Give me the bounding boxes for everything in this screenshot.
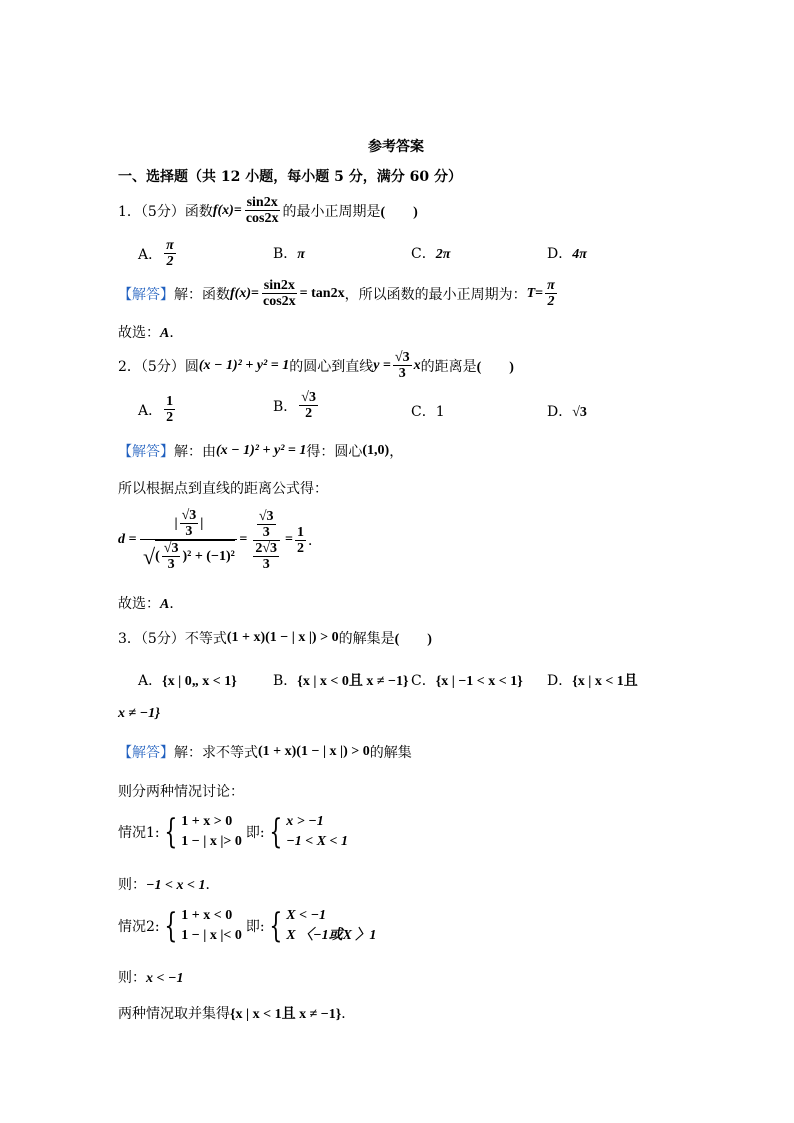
a2-choose: [118, 593, 183, 613]
a1-choose: [118, 322, 183, 342]
a2-big-num: [140, 508, 237, 540]
a3-final-end: ．: [341, 1006, 356, 1022]
question-3: [118, 628, 432, 648]
a2-res-den: 2: [297, 540, 305, 556]
a3-ji: 即:: [245, 825, 265, 841]
a2-period2: ．: [169, 596, 184, 612]
sqrt-icon: √: [143, 543, 156, 569]
q2-opt-d-val: √3: [572, 405, 587, 420]
q3-opt-d-label: D．: [547, 673, 573, 689]
left-brace-icon: {: [163, 812, 177, 852]
a3-then2: [118, 967, 183, 987]
q2-option-c: C．1: [411, 404, 445, 420]
a2-mid-den: [249, 541, 283, 572]
q2-circle: (x − 1)² + y² = 1: [198, 357, 290, 373]
a3-then1-label: 则：: [118, 877, 146, 893]
q2-suffix: 的距离是: [420, 358, 477, 375]
a3-case1-system: [181, 812, 242, 852]
a2-result-frac: [295, 525, 306, 556]
q1-opt-b-label: B．: [273, 246, 298, 262]
q2-opt-a-label: A．: [138, 402, 163, 419]
a2-inner-num: √3: [181, 508, 197, 523]
left-brace-icon: {: [268, 812, 282, 852]
a3-text1: 解：求不等式: [174, 745, 258, 761]
q1-opt-d-label: D．: [547, 246, 573, 262]
a2-inner-frac: [180, 508, 199, 539]
a2-eq2: =: [285, 532, 294, 547]
q1-eq: =: [233, 202, 242, 218]
q3-opt-b-label: B．: [273, 673, 298, 689]
a2-line2: 所以根据点到直线的距离公式得：: [118, 481, 328, 497]
a2-sqrt-body: [155, 540, 235, 572]
a2-mid-num-top: √3: [258, 508, 274, 524]
q2-option-b: [273, 390, 320, 421]
a3-case2-result: [286, 906, 376, 946]
a2-choose-label: 故选：: [118, 596, 160, 612]
answer-tag: 【解答】: [118, 444, 174, 460]
q1-opt-a-den: 2: [166, 254, 174, 269]
q1-opt-b-val: π: [297, 247, 305, 262]
q2-mid: 的圆心到直线: [289, 358, 374, 375]
question-1: [118, 195, 418, 226]
q2-opt-a-num: 1: [166, 394, 174, 409]
a2-inner-den: 3: [185, 524, 193, 539]
q1-option-d: [547, 243, 587, 263]
a2-big-den: [141, 540, 237, 572]
q3-opt-b-val: {x | x < 0且 x ≠ −1}: [297, 674, 409, 689]
a3-then1-end: ．: [205, 877, 220, 893]
q2-opt-b-label: B．: [273, 398, 298, 415]
a3-text2: 的解集: [369, 745, 412, 761]
a2-abs-right: |: [200, 516, 204, 531]
a1-num: sin2x: [263, 278, 295, 293]
q2-line-den: 3: [398, 366, 406, 381]
a1-eq2: = tan2x: [299, 285, 345, 301]
a3-case1-l1: 1 + x > 0: [181, 814, 233, 829]
a2-big-fraction: [140, 508, 237, 572]
a2-den-open: (: [155, 549, 160, 564]
q1-den: cos2x: [245, 211, 279, 226]
q2-option-a: [138, 394, 177, 425]
a1-period: ．: [169, 325, 184, 341]
q2-opt-d-label: D．: [547, 404, 573, 420]
a2-mid-den-bot: 3: [262, 556, 270, 572]
q1-opt-d-val: 4π: [572, 247, 587, 262]
a2-abs-left: |: [174, 516, 178, 531]
a3-case1-l2: 1 − | x |> 0: [181, 834, 242, 849]
a1-text1: 解：函数: [174, 286, 230, 303]
a3-line2: 则分两种情况讨论：: [118, 784, 244, 800]
a2-den-rest: )² + (−1)²: [182, 549, 235, 564]
q3-option-b: [273, 670, 409, 690]
a1-fx: f(x): [230, 285, 251, 301]
q3-option-c: [411, 670, 523, 690]
a2-answer: A: [160, 597, 170, 612]
a2-res-num: 1: [297, 524, 305, 540]
q2-opt-b-frac: [299, 390, 318, 421]
q3-option-d: [547, 670, 638, 690]
a2-eq: =: [239, 532, 248, 547]
a3-case2-r2: X 〈−1或X 〉1: [286, 928, 377, 943]
q2-line-y: y =: [373, 357, 391, 373]
a3-then2-val: x < −1: [146, 971, 184, 986]
a3-case1: [118, 812, 348, 852]
a2-den-frac: [162, 541, 181, 572]
q2-option-d: [547, 401, 587, 421]
a3-final: [118, 1003, 355, 1023]
page-title: 参考答案: [368, 139, 424, 155]
a2-distance-formula: [118, 508, 322, 572]
a3-ineq: (1 + x)(1 − | x |) > 0: [258, 744, 370, 759]
a2-center: (1,0): [362, 443, 390, 458]
a2-text2: 得：圆心: [306, 444, 363, 460]
a2-d: d =: [118, 532, 137, 547]
a1-choose-label: 故选：: [118, 325, 160, 341]
q1-option-b: [273, 243, 305, 263]
a2-mid-num-bot: 3: [262, 524, 270, 540]
answer-1: [118, 278, 559, 309]
a1-period-frac: [545, 278, 557, 309]
section-heading: 一、选择题（共 12 小题，每小题 5 分，满分 60 分）: [118, 169, 462, 185]
q3-option-a: [138, 670, 237, 690]
a3-case2-label: 情况2:: [118, 919, 160, 935]
q1-opt-a-label: A．: [138, 246, 163, 263]
a3-case2: [118, 906, 376, 946]
q3-opt-c-val: {x | −1 < x < 1}: [435, 674, 523, 689]
question-2: [118, 350, 514, 381]
a2-mid-den-frac: [253, 541, 279, 572]
q2-opt-a-frac: [164, 394, 175, 425]
a2-mid-num: [253, 509, 280, 541]
a2-circle: (x − 1)² + y² = 1: [216, 443, 307, 458]
q1-fraction: [244, 195, 281, 226]
a3-case1-r2: −1 < X < 1: [286, 834, 349, 849]
a3-case2-l2: 1 − | x |< 0: [181, 928, 242, 943]
q3-prefix: 3．（5分）不等式: [118, 631, 227, 647]
q2-prefix: 2．（5分）圆: [118, 358, 199, 375]
q3-opt-d-val: {x | x < 1且: [572, 674, 638, 689]
a1-tden: 2: [547, 294, 555, 309]
a3-case1-label: 情况1:: [118, 825, 160, 841]
answer-2: [118, 441, 403, 461]
a1-tnum: π: [547, 278, 555, 293]
q3-ineq: (1 + x)(1 − | x |) > 0: [226, 630, 339, 645]
q2-line-frac: [393, 350, 412, 381]
q2-line-num: √3: [394, 350, 410, 365]
a1-T: T: [526, 285, 536, 301]
a2-den-frac-num: √3: [163, 541, 179, 556]
q1-option-c: [411, 243, 450, 263]
q2-line-x: x: [413, 357, 421, 373]
a1-den: cos2x: [262, 294, 296, 309]
q3-suffix: 的解集是: [338, 631, 395, 647]
a3-then2-label: 则：: [118, 970, 146, 986]
a3-case2-r1: X < −1: [286, 908, 327, 923]
a3-case1-result: [286, 812, 348, 852]
q2-opt-a-den: 2: [166, 410, 174, 425]
q1-opt-c-val: 2π: [435, 247, 451, 262]
a2-mid-fraction: [249, 509, 283, 572]
a1-answer: A: [160, 326, 170, 341]
q2-opt-b-num: √3: [301, 390, 316, 405]
q1-prefix: 1．（5分）函数: [118, 203, 213, 220]
q3-opt-a-label: A．: [138, 673, 163, 689]
a2-den-frac-den: 3: [167, 557, 175, 572]
a2-mid-num-frac: [257, 509, 276, 540]
a3-case1-r1: x > −1: [286, 814, 324, 829]
a1-fraction: [261, 278, 298, 309]
a3-then1-val: −1 < x < 1: [146, 878, 206, 893]
a3-ji2: 即:: [245, 919, 265, 935]
q3-opt-c-label: C．: [411, 673, 436, 689]
q3-opt-a-val: {x | 0„ x < 1}: [162, 674, 237, 689]
a3-case2-system: [181, 906, 242, 946]
a2-text1: 解：由: [174, 444, 216, 460]
a2-period: ．: [308, 533, 323, 549]
q1-opt-c-label: C．: [411, 246, 436, 262]
answer-tag: 【解答】: [118, 745, 174, 761]
q1-suffix: 的最小正周期是: [282, 203, 381, 220]
q3-paren: ( ): [394, 632, 432, 647]
q1-num: sin2x: [246, 195, 278, 210]
q1-opt-a-frac: [164, 238, 176, 269]
answer-3: [118, 742, 412, 762]
q1-opt-a-num: π: [166, 238, 174, 253]
a3-final-label: 两种情况取并集得: [118, 1006, 230, 1022]
a3-then1: [118, 874, 219, 894]
q2-paren: ( ): [476, 359, 514, 375]
q1-fx: f(x): [212, 202, 234, 218]
a1-text2: ，所以函数的最小正周期为：: [344, 286, 527, 303]
answer-tag: 【解答】: [118, 286, 174, 303]
q3-option-d-cont: x ≠ −1}: [118, 706, 161, 721]
a2-mid-den-top: 2√3: [255, 540, 278, 556]
a3-case2-l1: 1 + x < 0: [181, 908, 233, 923]
a1-eq1: =: [251, 285, 259, 301]
left-brace-icon: {: [163, 906, 177, 946]
a1-eq3: =: [535, 285, 544, 301]
a2-comma: ，: [389, 444, 404, 460]
q1-paren: ( ): [380, 204, 418, 220]
q2-opt-b-den: 2: [305, 406, 313, 421]
q1-option-a: [138, 238, 178, 269]
left-brace-icon: {: [268, 906, 282, 946]
a3-final-val: {x | x < 1且 x ≠ −1}: [230, 1007, 342, 1022]
